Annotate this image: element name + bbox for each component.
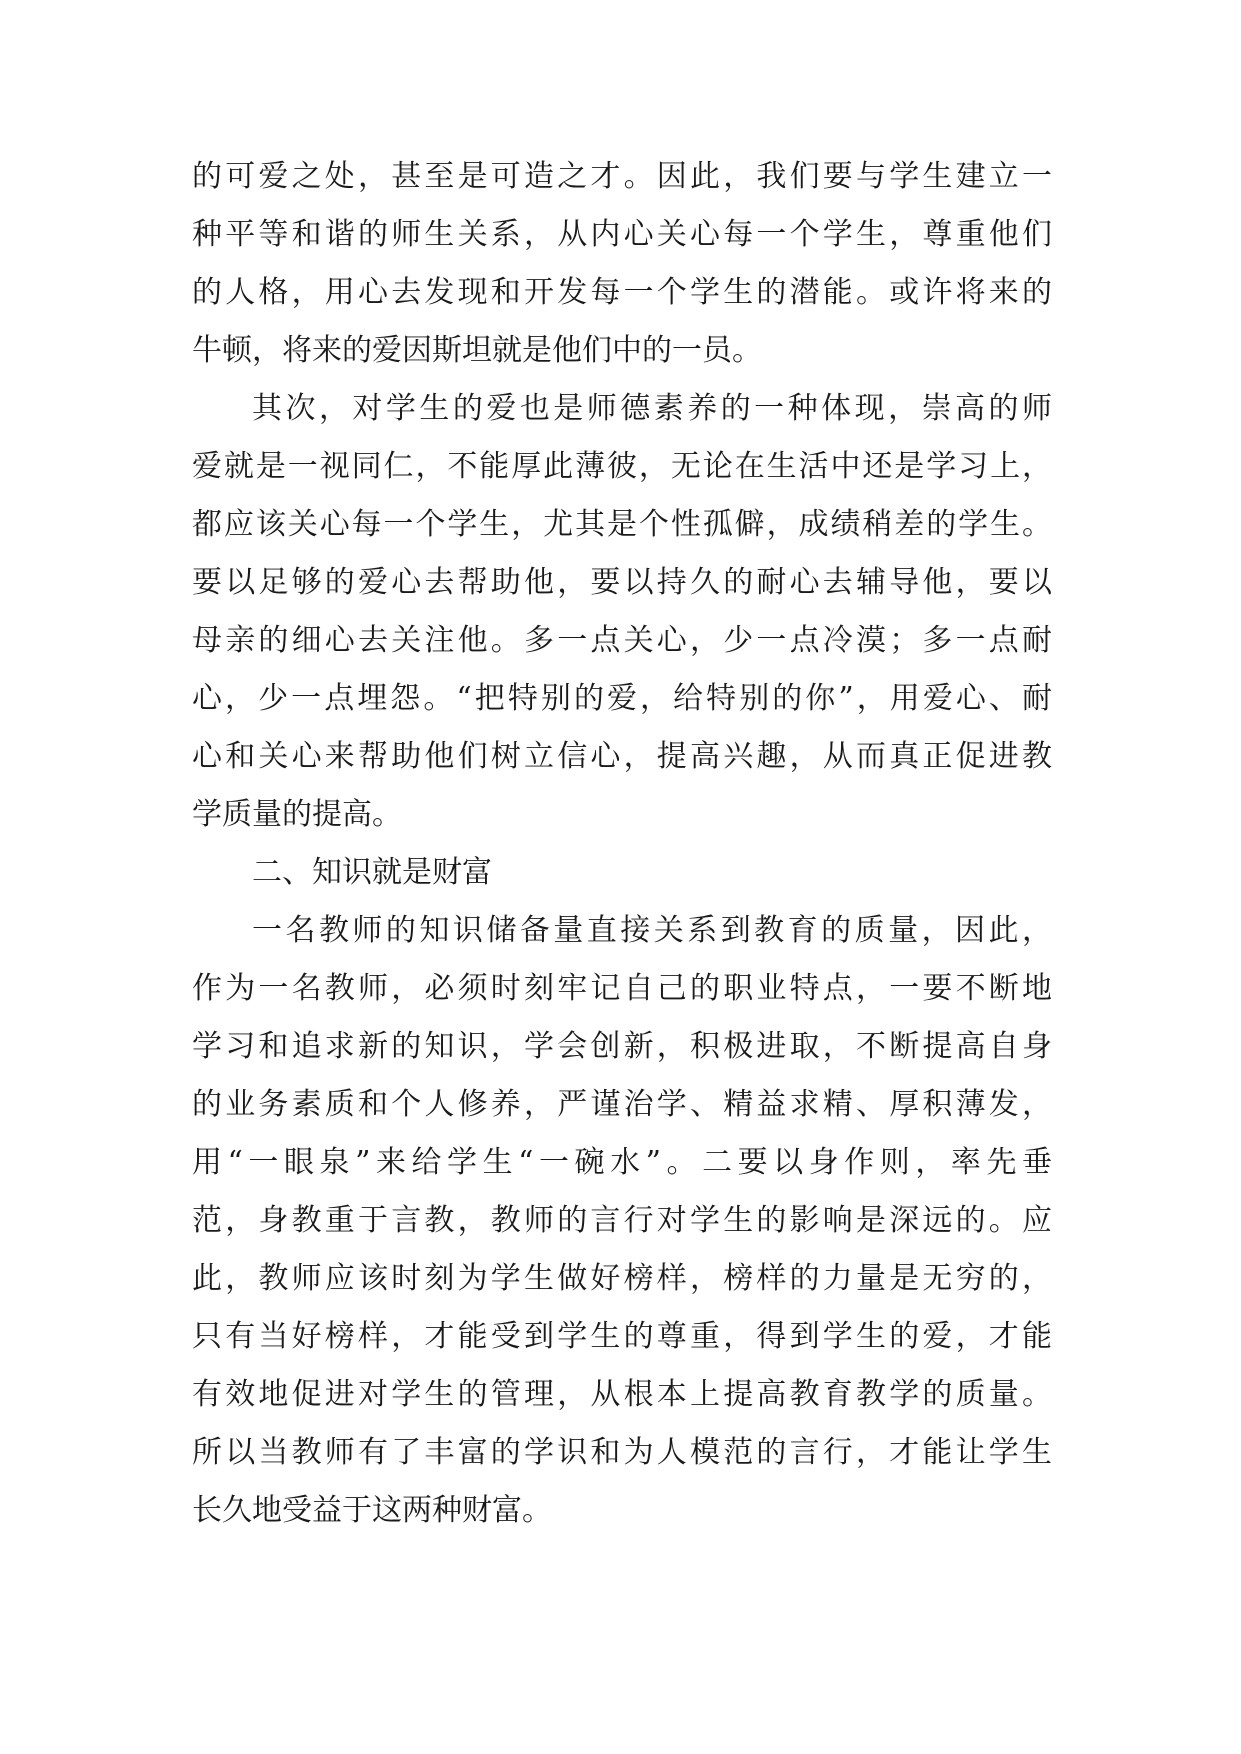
text-line: 都应该关心每一个学生，尤其是个性孤僻，成绩稍差的学生。 xyxy=(192,507,1052,542)
text-line: 用“一眼泉”来给学生“一碗水”。二要以身作则，率先垂 xyxy=(192,1145,1052,1180)
text-line: 学质量的提高。 xyxy=(192,797,402,832)
text-line: 的可爱之处，甚至是可造之才。因此，我们要与学生建立一 xyxy=(192,159,1052,194)
text-line: 的人格，用心去发现和开发每一个学生的潜能。或许将来的 xyxy=(192,275,1052,310)
text-line: 作为一名教师，必须时刻牢记自己的职业特点，一要不断地 xyxy=(192,971,1052,1006)
text-line: 此，教师应该时刻为学生做好榜样，榜样的力量是无穷的， xyxy=(192,1261,1052,1296)
text-line: 种平等和谐的师生关系，从内心关心每一个学生，尊重他们 xyxy=(192,217,1052,252)
section-heading: 二、知识就是财富 xyxy=(252,855,492,890)
text-line: 心和关心来帮助他们树立信心，提高兴趣，从而真正促进教 xyxy=(192,739,1052,774)
paragraph-first-line: 一名教师的知识储备量直接关系到教育的质量，因此， xyxy=(252,913,1052,948)
text-line: 爱就是一视同仁，不能厚此薄彼，无论在生活中还是学习上， xyxy=(192,449,1052,484)
text-line: 母亲的细心去关注他。多一点关心，少一点冷漠；多一点耐 xyxy=(192,623,1052,658)
text-line: 要以足够的爱心去帮助他，要以持久的耐心去辅导他，要以 xyxy=(192,565,1052,600)
text-line: 牛顿，将来的爱因斯坦就是他们中的一员。 xyxy=(192,333,762,368)
text-line: 长久地受益于这两种财富。 xyxy=(192,1493,552,1528)
paragraph-first-line: 其次，对学生的爱也是师德素养的一种体现，崇高的师 xyxy=(252,391,1052,426)
text-line: 的业务素质和个人修养，严谨治学、精益求精、厚积薄发， xyxy=(192,1087,1052,1122)
text-line: 所以当教师有了丰富的学识和为人模范的言行，才能让学生 xyxy=(192,1435,1052,1470)
text-line: 心，少一点埋怨。“把特别的爱，给特别的你”，用爱心、耐 xyxy=(192,681,1052,716)
text-line: 只有当好榜样，才能受到学生的尊重，得到学生的爱，才能 xyxy=(192,1319,1052,1354)
text-line: 学习和追求新的知识，学会创新，积极进取，不断提高自身 xyxy=(192,1029,1052,1064)
text-line: 有效地促进对学生的管理，从根本上提高教育教学的质量。 xyxy=(192,1377,1052,1412)
text-line: 范，身教重于言教，教师的言行对学生的影响是深远的。应 xyxy=(192,1203,1052,1238)
